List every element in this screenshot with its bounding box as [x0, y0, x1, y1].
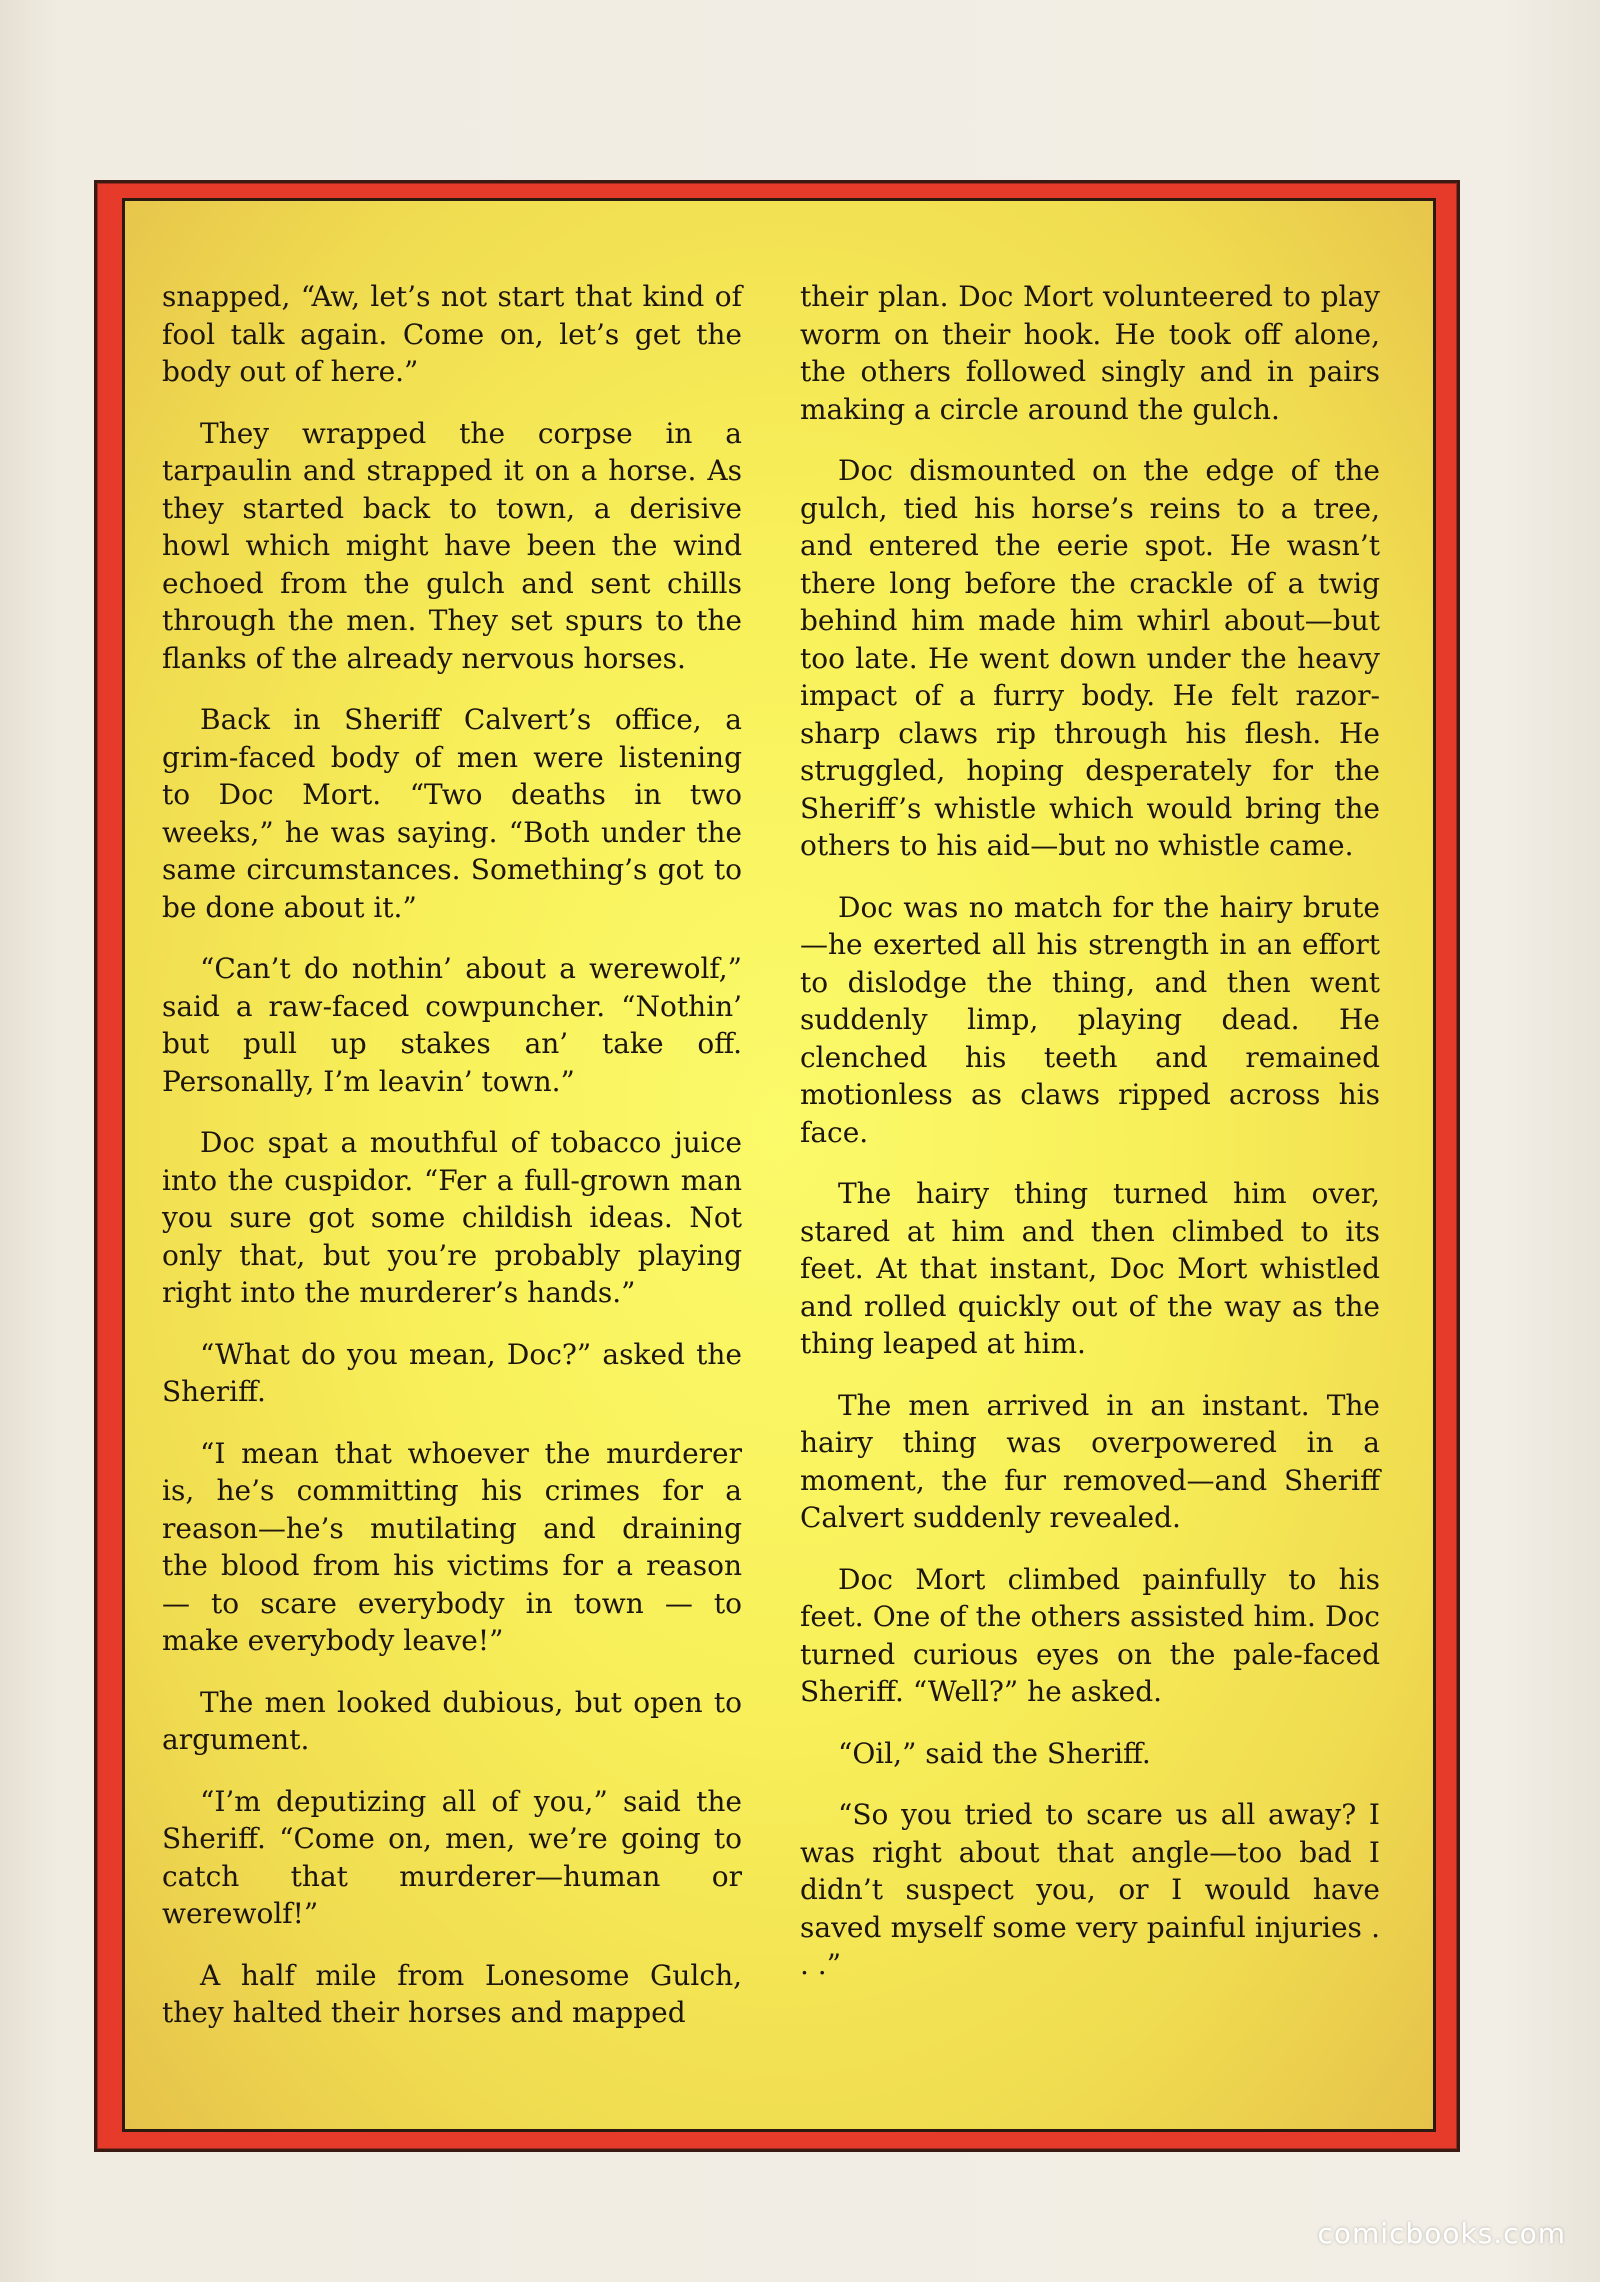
paragraph: The men looked dubious, but open to argument.	[162, 1685, 742, 1756]
paragraph: Doc dismounted on the edge of the gulch, tied his horse’s reins to a tree, and entered the eerie spot. He wasn’t there long before the crackle of a twig behind him made him whirl about—but too late. He went down under the heavy impact of a furry body. He felt razor-sharp claws rip through his flesh. He struggled, hoping desperately for the Sheriff’s whistle which would bring the others to his aid—but no whistle came.	[800, 454, 1380, 862]
paragraph: “I’m deputizing all of you,” said the Sheriff. “Come on, men, we’re going to catch that murderer—human or werewolf!”	[162, 1784, 742, 1930]
paragraph: A half mile from Lonesome Gulch, they halted their horses and mapped	[162, 1958, 742, 2029]
paragraph: “Can’t do nothin’ about a werewolf,” said a raw-faced cowpuncher. “Nothin’ but pull up stakes an’ take off. Personally, I’m leavin’ town.”	[162, 952, 742, 1098]
paragraph: “What do you mean, Doc?” asked the Sheriff.	[162, 1337, 742, 1408]
paragraph: Doc spat a mouthful of tobacco juice into the cuspidor. “Fer a full-grown man you sure got some childish ideas. Not only that, but you’re probably playing right into the murderer’s hands.”	[162, 1126, 742, 1309]
paragraph: “I mean that whoever the murderer is, he’s committing his crimes for a reason—he’s mutilating and draining the blood from his victims for a reason — to scare everybody in town — to make everybody leave!”	[162, 1436, 742, 1657]
right-text-column	[800, 278, 1380, 2008]
paragraph: snapped, “Aw, let’s not start that kind of fool talk again. Come on, let’s get the body out of here.”	[162, 280, 742, 388]
paragraph: The hairy thing turned him over, stared at him and then climbed to its feet. At that instant, Doc Mort whistled and rolled quickly out of the way as the thing leaped at him.	[800, 1177, 1380, 1360]
paragraph: Doc was no match for the hairy brute—he exerted all his strength in an effort to dislodge the thing, and then went suddenly limp, playing dead. He clenched his teeth and remained motionless as claws ripped across his face.	[800, 890, 1380, 1149]
paragraph: The men arrived in an instant. The hairy thing was overpowered in a moment, the fur removed—and Sheriff Calvert suddenly revealed.	[800, 1388, 1380, 1534]
paragraph: “Oil,” said the Sheriff.	[838, 1736, 1151, 1770]
paragraph: their plan. Doc Mort volunteered to play worm on their hook. He took off alone, the others followed singly and in pairs making a circle around the gulch.	[800, 280, 1380, 426]
site-watermark: comicbooks.com	[1317, 2217, 1566, 2250]
paragraph: “So you tried to scare us all away? I was right about that angle—too bad I didn’t suspect you, or I would have saved myself some very painful injuries . . .”	[800, 1798, 1380, 1981]
paragraph: Back in Sheriff Calvert’s office, a grim-faced body of men were listening to Doc Mort. “Two deaths in two weeks,” he was saying. “Both under the same circumstances. Something’s got to be done about it.”	[162, 703, 742, 924]
paragraph: Doc Mort climbed painfully to his feet. One of the others assisted him. Doc turned curious eyes on the pale-faced Sheriff. “Well?” he asked.	[800, 1562, 1380, 1708]
left-text-column	[162, 278, 742, 2056]
paragraph: They wrapped the corpse in a tarpaulin and strapped it on a horse. As they started back to town, a derisive howl which might have been the wind echoed from the gulch and sent chills through the men. They set spurs to the flanks of the already nervous horses.	[162, 416, 742, 675]
